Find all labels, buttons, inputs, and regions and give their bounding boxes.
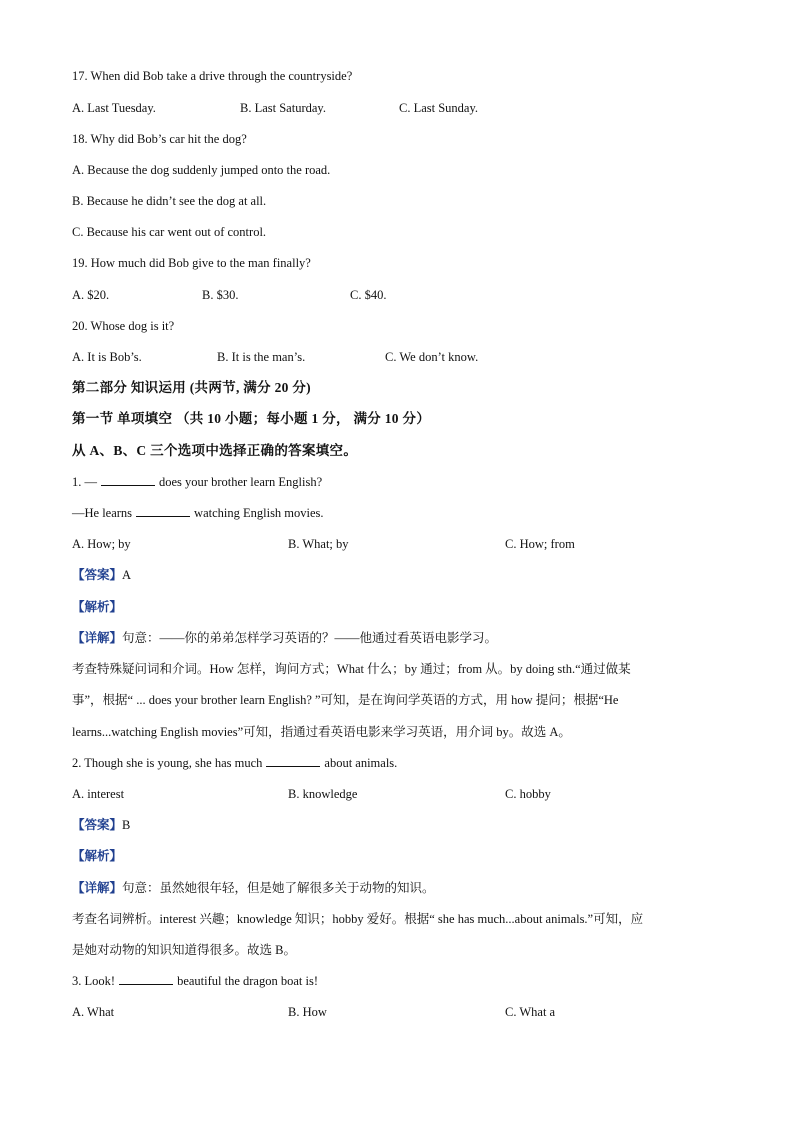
q2-option-a: A. interest [72,787,125,801]
q3-option-b: B. How [288,1005,327,1019]
q19-stem: 19. How much did Bob give to the man finally? [72,256,311,270]
q18-stem: 18. Why did Bob’s car hit the dog? [72,132,247,146]
q3-option-a: A. What [72,1005,115,1019]
q2-stem: 2. Though she is young, she has much about animals. [72,756,398,770]
q1-answer: 【答案】A [72,568,132,582]
q1-option-c: C. How; from [505,537,575,551]
q2-analysis [72,848,122,864]
q17-stem: 17. When did Bob take a drive through the countryside? [72,69,353,83]
q2-option-c: C. hobby [505,787,551,801]
q2-detail: 【详解】句意：虽然她很年轻，但是她了解很多关于动物的知识。 [72,881,435,895]
detail-label: 【详解】 [72,881,123,895]
q20-option-b: B. It is the man’s. [217,350,306,364]
answer-label: 【答案】 [72,568,123,582]
analysis-label: 【解析】 [72,600,123,614]
q3-stem: 3. Look! beautiful the dragon boat is! [72,974,318,988]
q2-explanation-1: 考查名词辨析。interest 兴趣；knowledge 知识；hobby 爱好。根据“ she has much...about animals.”可知，应 [72,912,644,926]
answer-blank [136,505,190,517]
q18-option-c: C. Because his car went out of control. [72,225,267,239]
q2-explanation-2: 是她对动物的知识知道得很多。故选 B。 [72,943,296,957]
q1-explanation-2: 事”，根据“ ... does your brother learn English? ”可知，是在询问学英语的方式，用 how 提问；根据“He [72,693,619,707]
q17-option-a: A. Last Tuesday. [72,101,156,115]
q18-option-b: B. Because he didn’t see the dog at all. [72,194,267,208]
q18-option-a: A. Because the dog suddenly jumped onto the road. [72,163,331,177]
q2-option-b: B. knowledge [288,787,358,801]
q19-option-c: C. $40. [350,288,387,302]
q2-answer: 【答案】B [72,818,131,832]
q20-option-c: C. We don’t know. [385,350,479,364]
q19-option-b: B. $30. [202,288,239,302]
q17-option-c: C. Last Sunday. [399,101,479,115]
q1-detail: 【详解】句意：——你的弟弟怎样学习英语的？——他通过看英语电影学习。 [72,631,498,645]
q1-stem-line2: —He learns watching English movies. [72,506,324,520]
detail-label: 【详解】 [72,631,123,645]
q1-explanation-1: 考查特殊疑问词和介词。How 怎样，询问方式；What 什么；by 通过；from 从。by doing sth.“通过做某 [72,662,631,676]
q19-option-a: A. $20. [72,288,110,302]
answer-blank [266,755,320,767]
analysis-label: 【解析】 [72,849,123,863]
q17-option-b: B. Last Saturday. [240,101,326,115]
q1-option-b: B. What; by [288,537,349,551]
section1-heading: 第一节 单项填空 （共 10 小题；每小题 1 分， 满分 10 分） [72,411,431,426]
q20-stem: 20. Whose dog is it? [72,319,175,333]
answer-blank [101,474,155,486]
part2-heading: 第二部分 知识运用 (共两节, 满分 20 分) [72,380,311,395]
q1-option-a: A. How; by [72,537,131,551]
section-instruction: 从 A、B、C 三个选项中选择正确的答案填空。 [72,443,358,458]
q3-option-c: C. What a [505,1005,556,1019]
answer-label: 【答案】 [72,818,123,832]
q1-explanation-3: learns...watching English movies”可知，指通过看英语电影来学习英语，用介词 by。故选 A。 [72,725,571,739]
q1-analysis [72,599,122,615]
answer-blank [119,973,173,985]
q20-option-a: A. It is Bob’s. [72,350,142,364]
q1-stem-line1: 1. — does your brother learn English? [72,475,323,489]
